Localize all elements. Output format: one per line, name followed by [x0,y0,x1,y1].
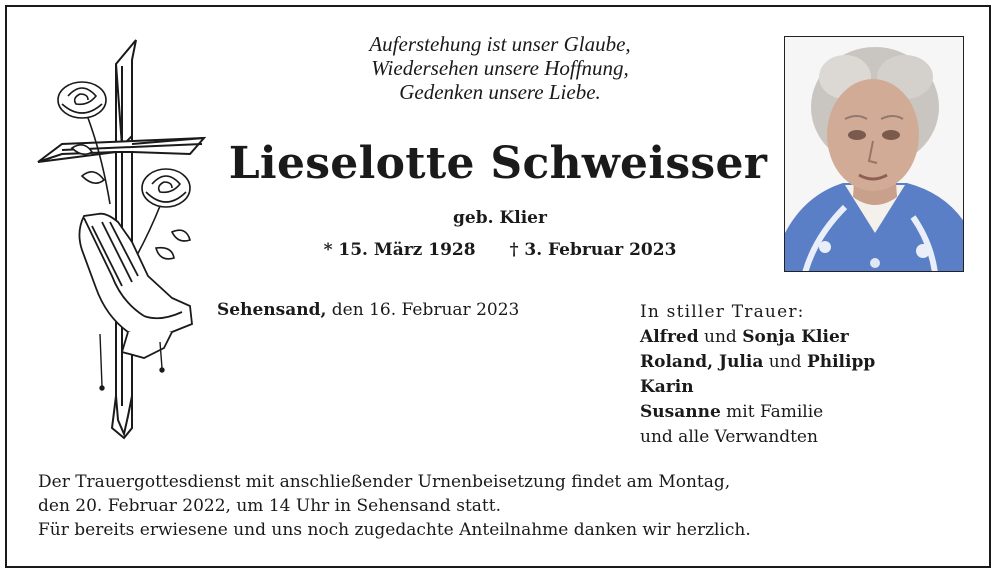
mourner-line: und alle Verwandten [640,427,818,447]
mourner-name: Sonja Klier [742,327,849,347]
mourner-name: Susanne [640,402,721,422]
mourner-line [640,375,875,400]
footer-line: den 20. Februar 2022, um 14 Uhr in Sehensand statt. [38,496,501,516]
footer-line: Der Trauergottesdienst mit anschließender Urnenbeisetzung findet am Montag, [38,472,731,492]
mourners-intro: In stiller Trauer: [640,302,805,322]
place: Sehensand, [217,300,327,320]
deceased-name: Lieselotte Schweisser [228,138,768,189]
mourner-name: Philipp [806,352,876,372]
motto-line: Auferstehung ist unser Glaube, [369,32,631,56]
motto [300,32,700,104]
mourner-name: Roland, Julia [640,352,764,372]
motto-line: Gedenken unsere Liebe. [399,80,601,104]
portrait-image [785,37,964,272]
cross-with-roses-and-praying-hands-icon [32,36,214,440]
mourners-list [640,300,875,450]
family-note: mit Familie [726,402,824,422]
mourner-name: Alfred [640,327,699,347]
conjunction: und [704,327,737,347]
life-dates [300,240,700,260]
motto-line: Wiedersehen unsere Hoffnung, [371,56,629,80]
conjunction: und [768,352,802,372]
death-date: † 3. Februar 2023 [509,240,677,260]
mourner-name: Karin [640,377,694,397]
birth-date: * 15. März 1928 [323,240,476,260]
portrait-photo [784,36,964,272]
mourner-line [640,325,875,350]
maiden-name: geb. Klier [453,208,547,228]
mourner-line [640,350,875,375]
footer-line: Für bereits erwiesene und uns noch zugedachte Anteilnahme danken wir herzlich. [38,520,751,540]
place-date [217,300,519,320]
mourner-line [640,400,875,425]
date: den 16. Februar 2023 [331,300,520,320]
service-notice [38,470,958,542]
